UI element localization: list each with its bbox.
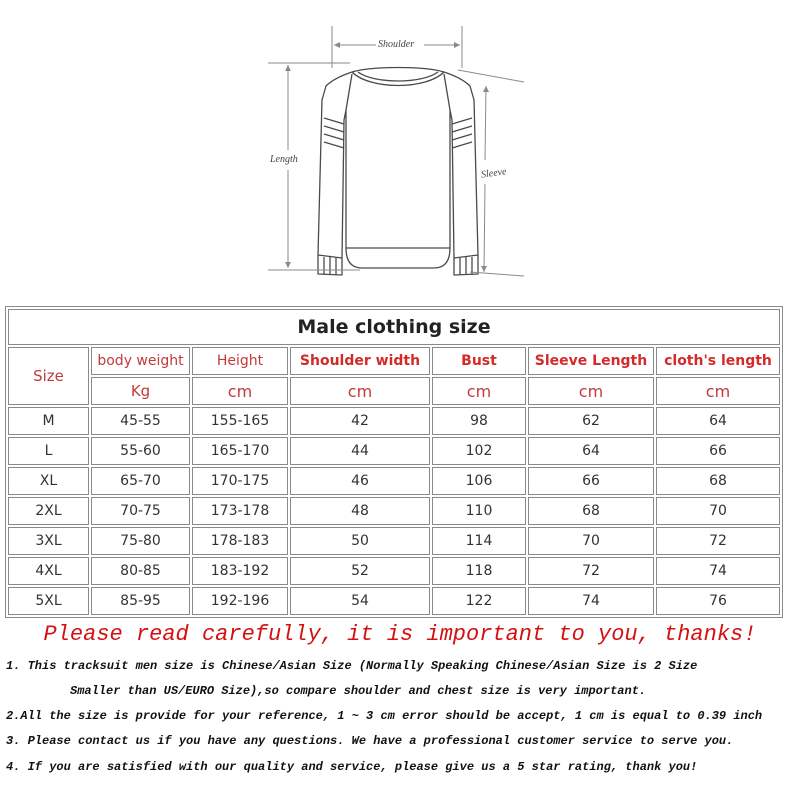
header-height: Height: [192, 347, 288, 375]
note-3: 3. Please contact us if you have any questions. We have a professional customer service to serve you.: [6, 734, 734, 748]
table-row: [8, 407, 780, 435]
cell-length: 72: [656, 527, 780, 555]
shoulder-label: Shoulder: [378, 39, 415, 50]
measurement-diagram: [0, 0, 800, 300]
cell-bust: 102: [432, 437, 526, 465]
cell-height: 170-175: [192, 467, 288, 495]
table-row: [8, 497, 780, 525]
cell-sleeve: 64: [528, 437, 654, 465]
unit-sleeve-length: cm: [528, 377, 654, 405]
cell-sleeve: 66: [528, 467, 654, 495]
length-label: Length: [270, 154, 298, 165]
cell-length: 70: [656, 497, 780, 525]
cell-sleeve: 74: [528, 587, 654, 615]
table-title: Male clothing size: [8, 309, 780, 345]
note-1-continued: Smaller than US/EURO Size),so compare shoulder and chest size is very important.: [70, 684, 647, 698]
cell-bust: 98: [432, 407, 526, 435]
cell-height: 165-170: [192, 437, 288, 465]
cell-length: 74: [656, 557, 780, 585]
cell-shoulder: 42: [290, 407, 430, 435]
cell-shoulder: 44: [290, 437, 430, 465]
cell-bust: 122: [432, 587, 526, 615]
cell-size: 4XL: [8, 557, 89, 585]
header-sleeve-length: Sleeve Length: [528, 347, 654, 375]
cell-weight: 70-75: [91, 497, 190, 525]
cell-bust: 110: [432, 497, 526, 525]
note-4: 4. If you are satisfied with our quality and service, please give us a 5 star rating, thank you!: [6, 760, 698, 774]
cell-height: 178-183: [192, 527, 288, 555]
table-body: [8, 407, 780, 615]
cell-weight: 45-55: [91, 407, 190, 435]
table-row: [8, 527, 780, 555]
cell-size: L: [8, 437, 89, 465]
cell-length: 64: [656, 407, 780, 435]
cell-bust: 114: [432, 527, 526, 555]
unit-row: [8, 377, 780, 405]
unit-bust: cm: [432, 377, 526, 405]
unit-body-weight: Kg: [91, 377, 190, 405]
cell-size: XL: [8, 467, 89, 495]
note-1: 1. This tracksuit men size is Chinese/Asian Size (Normally Speaking Chinese/Asian Size is 2 Size: [6, 659, 698, 673]
cell-shoulder: 48: [290, 497, 430, 525]
cell-height: 173-178: [192, 497, 288, 525]
cell-length: 76: [656, 587, 780, 615]
table-row: [8, 467, 780, 495]
header-cloth-length: cloth's length: [656, 347, 780, 375]
unit-height: cm: [192, 377, 288, 405]
unit-cloth-length: cm: [656, 377, 780, 405]
cell-bust: 118: [432, 557, 526, 585]
cell-bust: 106: [432, 467, 526, 495]
table-title-row: [8, 309, 780, 345]
unit-shoulder-width: cm: [290, 377, 430, 405]
cell-size: 2XL: [8, 497, 89, 525]
cell-weight: 55-60: [91, 437, 190, 465]
cell-shoulder: 46: [290, 467, 430, 495]
cell-weight: 65-70: [91, 467, 190, 495]
cell-size: 3XL: [8, 527, 89, 555]
cell-length: 66: [656, 437, 780, 465]
header-shoulder-width: Shoulder width: [290, 347, 430, 375]
cell-weight: 80-85: [91, 557, 190, 585]
cell-sleeve: 70: [528, 527, 654, 555]
table-row: [8, 557, 780, 585]
cell-sleeve: 62: [528, 407, 654, 435]
header-size: Size: [8, 347, 89, 405]
cell-size: M: [8, 407, 89, 435]
cell-height: 183-192: [192, 557, 288, 585]
size-table: [5, 306, 783, 618]
header-row: [8, 347, 780, 375]
cell-sleeve: 68: [528, 497, 654, 525]
cell-size: 5XL: [8, 587, 89, 615]
table-row: [8, 437, 780, 465]
table-row: [8, 587, 780, 615]
cell-shoulder: 54: [290, 587, 430, 615]
header-body-weight: body weight: [91, 347, 190, 375]
cell-length: 68: [656, 467, 780, 495]
header-bust: Bust: [432, 347, 526, 375]
cell-height: 192-196: [192, 587, 288, 615]
cell-height: 155-165: [192, 407, 288, 435]
cell-sleeve: 72: [528, 557, 654, 585]
cell-weight: 85-95: [91, 587, 190, 615]
sleeve-label: Sleeve: [480, 166, 508, 181]
note-2: 2.All the size is provide for your reference, 1 ~ 3 cm error should be accept, 1 cm is equal to 0.39 inch: [6, 709, 763, 723]
cell-weight: 75-80: [91, 527, 190, 555]
cell-shoulder: 52: [290, 557, 430, 585]
warning-text: Please read carefully, it is important to you, thanks!: [43, 622, 757, 647]
cell-shoulder: 50: [290, 527, 430, 555]
